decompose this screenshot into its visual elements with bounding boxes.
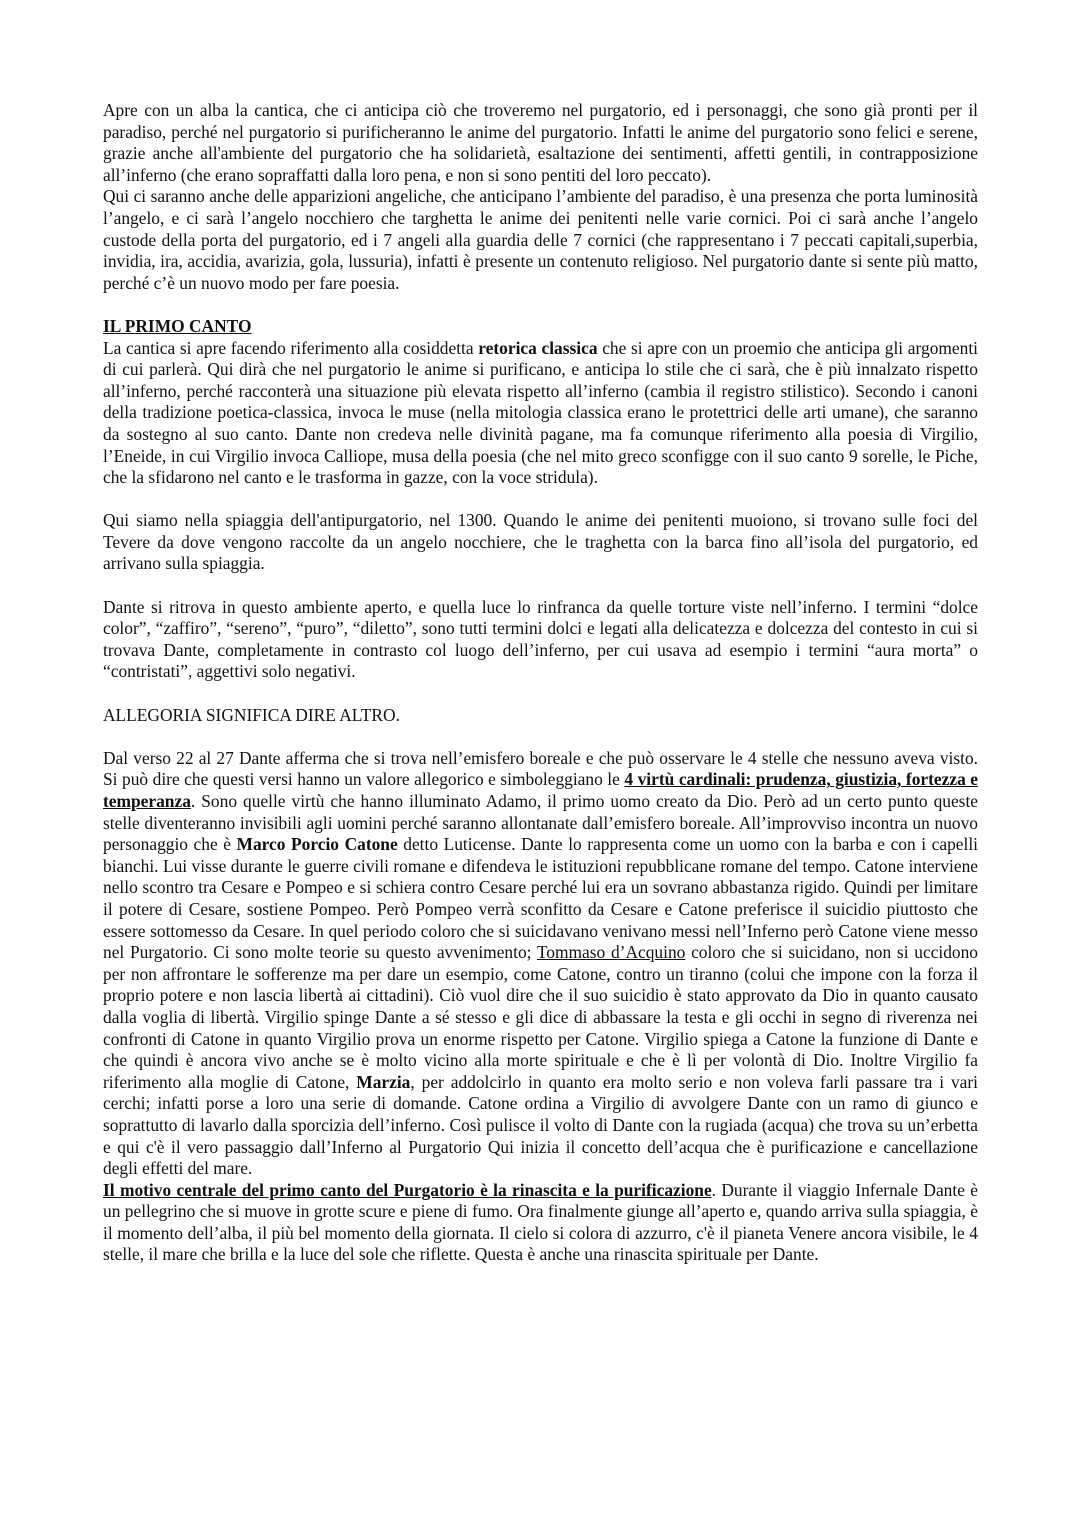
text-segment: , per addolcirlo in quanto era molto serio e non voleva farli passare tra i vari cerchi; infatti porse a loro una serie di domande. Catone ordina a Virgilio di avvolgere Dante con un ramo di giunco e soprattutto di lavarlo dalla sporcizia dell’inferno. Così pulisce il volto di Dante con la rugiada (acqua) che trova su un’erbetta e qui c'è il vero passaggio dall’Inferno al Purgatorio Qui inizia il concetto dell’acqua che è purificazione e cancellazione degli effetti del mare. (103, 1071, 979, 1179)
bold-underlined-virtu-cardinali: 4 virtù cardinali: prudenza, giustizia, fortezza e temperanza (103, 769, 978, 811)
text-segment: coloro che si suicidano, non si uccidono per non affrontare le sofferenze ma per dare un esempio, come Catone, contro un tiranno (colui che impone con la forza il proprio potere e non lascia libertà ai cittadini). Ciò vuol dire che il suo suicidio è stato approvato da Dio in quanto causato dalla voglia di libertà. Virgilio spinge Dante a sé stesso e gli dice di abbassare la testa e gli occhi in segno di riverenza nei confronti di Catone in quanto Virgilio prova un enorme rispetto per Catone. Virgilio spiega a Catone la funzione di Dante e che quindi è ancora vivo anche se è molto vicino alla morte spirituale e che è lì per volontà di Dio. Inoltre Virgilio fa riferimento alla moglie di Catone, (103, 942, 978, 1092)
bold-underlined-motivo: Il motivo centrale del primo canto del Purgatorio è la rinascita e la purificazione (103, 1179, 712, 1200)
text-segment: che si apre con un proemio che anticipa gli argomenti di cui parlerà. Qui dirà che nel purgatorio le anime si purificano, e anticipa lo stile che ci sarà, che è più innalzato rispetto all’inferno, perché racconterà una situazione più elevata rispetto all’inferno (cambia il registro stilistico). Secondo i canoni della tradizione poetica-classica, invoca le muse (nella mitologia classica erano le protettrici delle arti umane), che saranno da sostegno al suo canto. Dante non credeva nelle divinità pagane, ma fa comunque riferimento alla poesia di Virgilio, l’Eneide, in cui Virgilio invoca Calliope, musa della poesia (che nel mito greco sconfigge con il suo canto 9 sorelle, le Piche, che la sfidarono nel canto e le trasforma in gazze, con la voce stridula). (103, 337, 978, 488)
text-segment: . Sono quelle virtù che hanno illuminato Adamo, il primo uomo creato da Dio. Però ad un certo punto queste stelle diventeranno invisibili agli uomini perché saranno allontanate dall’emisfero boreale. All’improvviso incontra un nuovo personaggio che è (103, 791, 978, 855)
text-segment: La cantica si apre facendo riferimento alla cosiddetta (103, 337, 479, 358)
bold-name-marzia: Marzia (356, 1071, 411, 1092)
motivo-paragraph (103, 1180, 978, 1266)
primo-canto-paragraph-2: Qui siamo nella spiaggia dell'antipurgatorio, nel 1300. Quando le anime dei penitenti muoiono, si trovano sulle foci del Tevere da dove vengono raccolte da un angelo nocchiere, che le traghetta con la barca fino all’isola del purgatorio, ed arrivano sulla spiaggia. (103, 510, 978, 574)
text-segment: Dal verso 22 al 27 Dante afferma che si trova nell’emisfero boreale e che può osservare le 4 stelle che nessuno aveva visto. Si può dire che questi versi hanno un valore allegorico e simboleggiano le (103, 747, 978, 790)
allegoria-line: ALLEGORIA SIGNIFICA DIRE ALTRO. (103, 704, 400, 725)
primo-canto-paragraph-1 (103, 338, 978, 489)
text-segment: . Durante il viaggio Infernale Dante è un pellegrino che si muove in grotte scure e piene di fumo. Ora finalmente giunge all’aperto e, quando arriva sulla spiaggia, è il momento dell’alba, il più bel momento della giornata. Il cielo si colora di azzurro, c'è il pianeta Venere ancora visibile, le 4 stelle, il mare che brilla e la luce del sole che riflette. Questa è anche una rinascita spirituale per Dante. (103, 1179, 979, 1265)
intro-paragraph-1: Apre con un alba la cantica, che ci anticipa ciò che troveremo nel purgatorio, ed i personaggi, che sono già pronti per il paradiso, perché nel purgatorio si purificheranno le anime del purgatorio. Infatti le anime del purgatorio sono felici e serene, grazie anche all'ambiente del purgatorio che ha solidarietà, esaltazione dei sentimenti, affetti gentili, in contrapposizione all’inferno (che erano sopraffatti dalla loro pena, e non si sono pentiti del loro peccato). (103, 100, 978, 185)
intro-paragraph-2: Qui ci saranno anche delle apparizioni angeliche, che anticipano l’ambiente del paradiso, è una presenza che porta luminosità l’angelo, e ci sarà l’angelo nocchiero che targhetta le anime dei penitenti nelle varie cornici. Poi ci sarà anche l’angelo custode della porta del purgatorio, ed i 7 angeli alla guardia delle 7 cornici (che rappresentano i 7 peccati capitali,superbia, invidia, ira, accidia, avarizia, gola, lussuria), infatti è presente un contenuto religioso. Nel purgatorio dante si sente più matto, perché c’è un nuovo modo per fare poesia. (103, 186, 978, 293)
underlined-name-tommaso: Tommaso d’Acquino (536, 942, 686, 963)
section-heading-primo-canto: IL PRIMO CANTO (103, 315, 252, 336)
bold-name-catone: Marco Porcio Catone (236, 834, 398, 855)
primo-canto-paragraph-3: Dante si ritrova in questo ambiente aperto, e quella luce lo rinfranca da quelle torture viste nell’inferno. I termini “dolce color”, “zaffiro”, “sereno”, “puro”, “diletto”, sono tutti termini dolci e legati alla delicatezza e dolcezza del contesto in cui si trovava Dante, completamente in contrasto col luogo dell’inferno, per cui usava ad esempio i termini “aura morta” o “contristati”, aggettivi solo negativi. (103, 596, 978, 682)
catone-paragraph (103, 748, 978, 1180)
bold-term-retorica-classica: retorica classica (478, 337, 598, 358)
text-segment: detto Luticense. Dante lo rappresenta come un uomo con la barba e con i capelli bianchi. Lui visse durante le guerre civili romane e difendeva le istituzioni repubblicane romane del tempo. Catone interviene nello scontro tra Cesare e Pompeo e si schiera contro Cesare perché lui era un sovrano abbastanza rigido. Quindi per limitare il potere di Cesare, sostiene Pompeo. Però Pompeo verrà sconfitto da Cesare e Catone preferisce il suicidio piuttosto che essere sottomesso da Cesare. In quel periodo coloro che si suicidavano venivano messi nell’Inferno però Catone viene messo nel Purgatorio. Ci sono molte teorie su questo avvenimento; (103, 834, 978, 963)
